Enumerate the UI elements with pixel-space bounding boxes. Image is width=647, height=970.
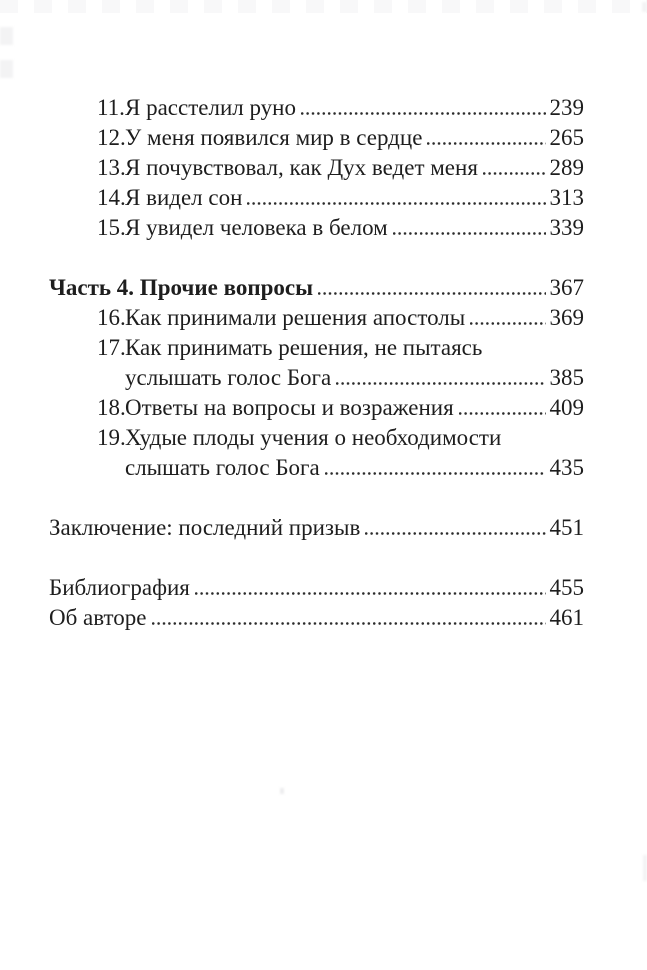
toc-entry-title: Как принимали решения апостолы xyxy=(125,305,466,330)
toc-entry-title: слышать голос Бога xyxy=(125,455,320,480)
toc-entry-title: Худые плоды учения о необходимости xyxy=(125,425,502,450)
toc-entry-page: 409 xyxy=(549,395,584,420)
dot-leader xyxy=(152,622,546,625)
toc-entry-title: Я почувствовал, как Дух ведет меня xyxy=(125,155,478,180)
toc-entry-title: услышать голос Бога xyxy=(125,365,332,390)
toc-entry-title: Библиография xyxy=(49,575,190,600)
toc-entry-chapter-11 xyxy=(49,93,584,123)
scan-artifact-left-edge xyxy=(0,27,13,45)
dot-leader xyxy=(459,412,546,415)
toc-entry-chapter-14 xyxy=(49,183,584,213)
toc-entry-number: 15. xyxy=(97,215,126,240)
toc-entry-number: 12. xyxy=(97,125,126,150)
toc-entry-number: 19. xyxy=(97,425,126,450)
toc-entry-page: 455 xyxy=(549,575,584,600)
toc-entry-title: Об авторе xyxy=(49,605,147,630)
toc-entry-title: Я увидел человека в белом xyxy=(125,215,388,240)
toc-entry-number: 17. xyxy=(97,335,126,360)
toc-entry-title: У меня появился мир в сердце xyxy=(125,125,423,150)
toc-entry-title: Я расстелил руно xyxy=(125,95,296,120)
dot-leader xyxy=(318,292,545,295)
toc-entry-chapter-17-continued xyxy=(49,363,584,393)
scan-artifact-speck xyxy=(280,788,284,794)
dot-leader xyxy=(247,202,545,205)
scan-artifact-left-edge xyxy=(0,60,13,78)
toc-entry-page: 339 xyxy=(549,215,584,240)
toc-entry-number: 16. xyxy=(97,305,126,330)
toc-entry-chapter-13 xyxy=(49,153,584,183)
toc-entry-page: 289 xyxy=(549,155,584,180)
toc-entry-about-author xyxy=(49,603,584,633)
toc-entry-number: 14. xyxy=(97,185,126,210)
toc-part-heading xyxy=(49,273,584,303)
toc-entry-page: 369 xyxy=(549,305,584,330)
scan-artifact-right-corner xyxy=(642,2,647,12)
toc-entry-title: Как принимать решения, не пытаясь xyxy=(125,335,483,360)
dot-leader xyxy=(427,142,545,145)
dot-leader xyxy=(336,382,545,385)
toc-entry-page: 451 xyxy=(549,515,584,540)
toc-entry-chapter-18 xyxy=(49,393,584,423)
toc-content xyxy=(49,93,584,633)
toc-entry-number: 11. xyxy=(97,95,125,120)
toc-entry-title: Заключение: последний призыв xyxy=(49,515,361,540)
toc-entry-bibliography xyxy=(49,573,584,603)
dot-leader xyxy=(365,532,545,535)
toc-entry-number: 13. xyxy=(97,155,126,180)
toc-entry-page: 265 xyxy=(549,125,584,150)
toc-entry-page: 313 xyxy=(549,185,584,210)
dot-leader xyxy=(325,472,546,475)
toc-entry-page: 461 xyxy=(549,605,584,630)
toc-entry-number: 18. xyxy=(97,395,126,420)
toc-entry-chapter-16 xyxy=(49,303,584,333)
dot-leader xyxy=(393,232,546,235)
toc-entry-page: 385 xyxy=(549,365,584,390)
toc-entry-page: 239 xyxy=(549,95,584,120)
toc-entry-chapter-12 xyxy=(49,123,584,153)
dot-leader xyxy=(483,172,546,175)
dot-leader xyxy=(195,592,546,595)
toc-entry-page: 367 xyxy=(549,275,584,300)
dot-leader xyxy=(301,112,546,115)
toc-entry-title: Ответы на вопросы и возражения xyxy=(125,395,454,420)
dot-leader xyxy=(470,322,545,325)
toc-part-heading-label: Часть 4. Прочие вопросы xyxy=(49,275,314,300)
scan-artifact-right-edge xyxy=(643,855,647,881)
scan-artifact-top-edge xyxy=(0,0,647,13)
toc-entry-chapter-15 xyxy=(49,213,584,243)
toc-entry-chapter-17 xyxy=(49,333,584,363)
toc-entry-conclusion xyxy=(49,513,584,543)
toc-entry-chapter-19 xyxy=(49,423,584,453)
toc-entry-page: 435 xyxy=(549,455,584,480)
toc-entry-chapter-19-continued xyxy=(49,453,584,483)
toc-entry-title: Я видел сон xyxy=(125,185,243,210)
